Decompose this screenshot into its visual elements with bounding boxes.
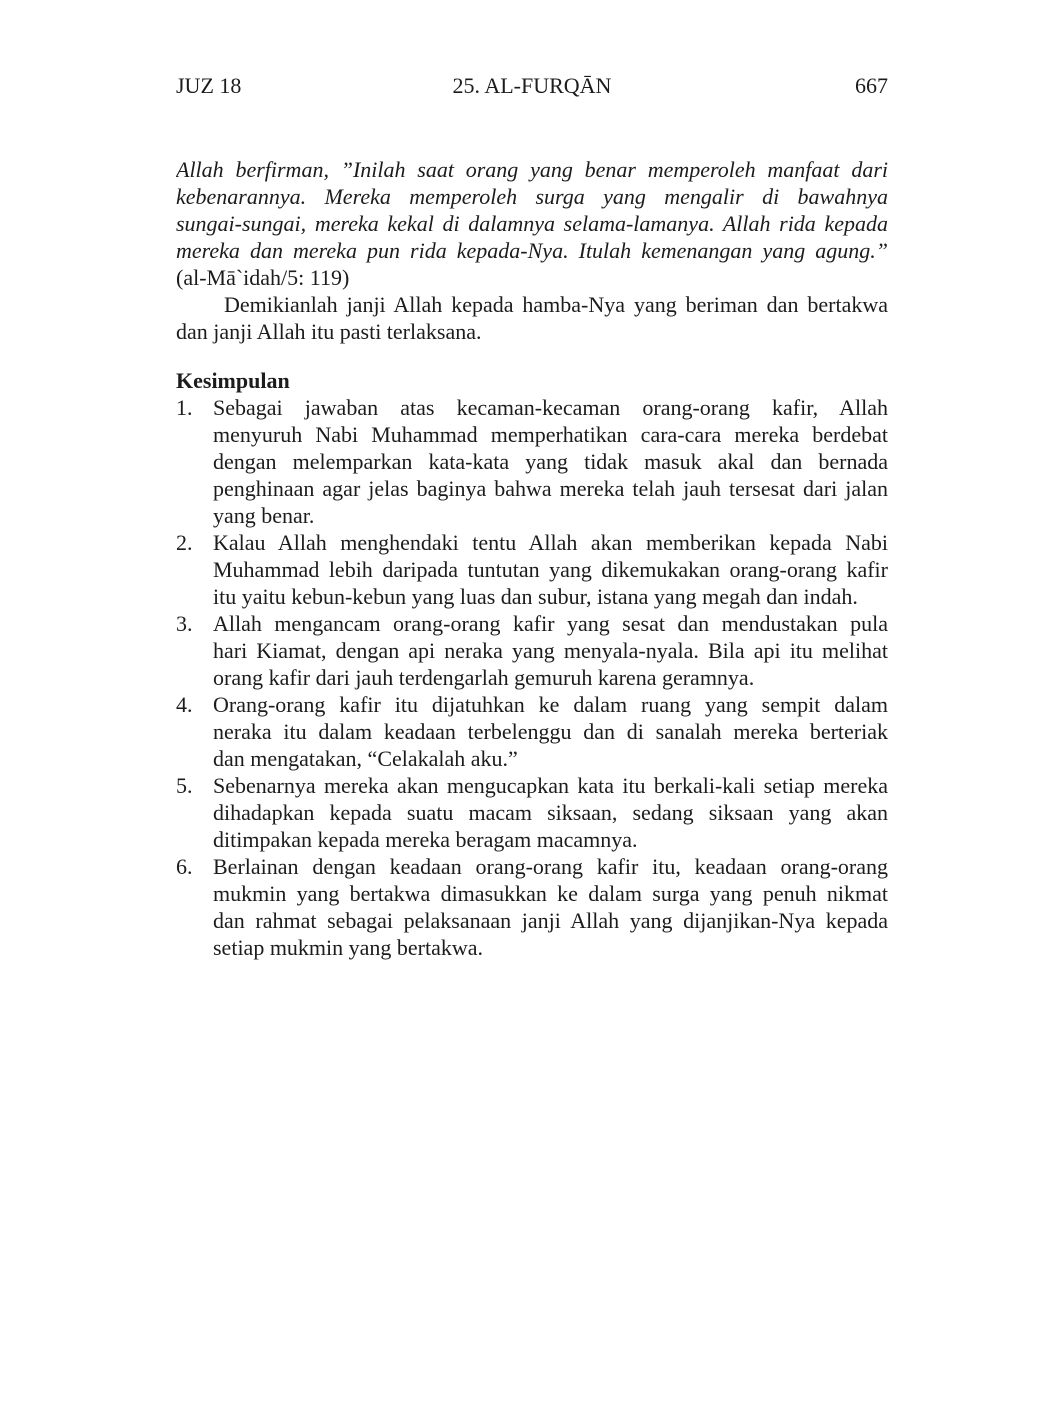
text-line: dan rahmat sebagai pelaksanaan janji Allah yang dijanjikan-Nya kepada <box>213 908 888 933</box>
text-line: Kalau Allah menghendaki tentu Allah akan memberikan kepada Nabi <box>213 530 888 555</box>
item-number: 4. <box>176 692 193 717</box>
kesimpulan-list <box>176 394 888 961</box>
text-line: Orang-orang kafir itu dijatuhkan ke dalam ruang yang sempit dalam <box>213 692 888 717</box>
juz-label: JUZ 18 <box>176 73 242 98</box>
kesimpulan-item <box>176 853 888 961</box>
item-text <box>213 394 888 529</box>
page-header <box>176 72 888 99</box>
text-line: Sebagai jawaban atas kecaman-kecaman orang-orang kafir, Allah <box>213 395 888 420</box>
quran-quote-paragraph <box>176 156 888 264</box>
text-line: Allah berfirman, ”Inilah saat orang yang benar memperoleh manfaat dari <box>176 157 888 182</box>
text-line: Sebenarnya mereka akan mengucapkan kata itu berkali-kali setiap mereka <box>213 773 888 798</box>
kesimpulan-item <box>176 529 888 610</box>
page-number: 667 <box>854 73 888 98</box>
text-line: dengan melemparkan kata-kata yang tidak masuk akal dan bernada <box>213 449 888 474</box>
verse-citation: (al-Mā`idah/5: 119) <box>176 265 350 290</box>
text-line: dan janji Allah itu pasti terlaksana. <box>176 319 482 344</box>
text-line: mukmin yang bertakwa dimasukkan ke dalam surga yang penuh nikmat <box>213 881 888 906</box>
text-line: ditimpakan kepada mereka beragam macamnya. <box>213 827 638 852</box>
text-line: dihadapkan kepada suatu macam siksaan, sedang siksaan yang akan <box>213 800 888 825</box>
kesimpulan-item <box>176 610 888 691</box>
text-line: itu yaitu kebun-kebun yang luas dan subur, istana yang megah dan indah. <box>213 584 858 609</box>
text-line: Allah mengancam orang-orang kafir yang sesat dan mendustakan pula <box>213 611 888 636</box>
text-line: orang kafir dari jauh terdengarlah gemuruh karena geramnya. <box>213 665 755 690</box>
kesimpulan-item <box>176 772 888 853</box>
item-text <box>213 691 888 772</box>
text-line: neraka itu dalam keadaan terbelenggu dan di sanalah mereka berteriak <box>213 719 888 744</box>
kesimpulan-item <box>176 691 888 772</box>
page-content <box>176 156 888 961</box>
surah-title: 25. AL-FURQĀN <box>452 73 612 98</box>
item-number: 2. <box>176 530 193 555</box>
text-line: kebenarannya. Mereka memperoleh surga yang mengalir di bawahnya <box>176 184 888 209</box>
item-text <box>213 772 888 853</box>
kesimpulan-item <box>176 394 888 529</box>
item-text <box>213 853 888 961</box>
item-text <box>213 529 888 610</box>
kesimpulan-heading: Kesimpulan <box>176 368 290 393</box>
text-line: Berlainan dengan keadaan orang-orang kafir itu, keadaan orang-orang <box>213 854 888 879</box>
text-line: mereka dan mereka pun rida kepada-Nya. Itulah kemenangan yang agung.” <box>176 238 888 263</box>
text-line: penghinaan agar jelas baginya bahwa mereka telah jauh tersesat dari jalan <box>213 476 888 501</box>
item-number: 6. <box>176 854 193 879</box>
item-text <box>213 610 888 691</box>
text-line: sungai-sungai, mereka kekal di dalamnya selama-lamanya. Allah rida kepada <box>176 211 888 236</box>
text-line: setiap mukmin yang bertakwa. <box>213 935 484 960</box>
item-number: 3. <box>176 611 193 636</box>
item-number: 5. <box>176 773 193 798</box>
text-line: dan mengatakan, “Celakalah aku.” <box>213 746 518 771</box>
text-line: Muhammad lebih daripada tuntutan yang dikemukakan orang-orang kafir <box>213 557 888 582</box>
text-line: yang benar. <box>213 503 315 528</box>
text-line: hari Kiamat, dengan api neraka yang menyala-nyala. Bila api itu melihat <box>213 638 888 663</box>
text-line: Demikianlah janji Allah kepada hamba-Nya yang beriman dan bertakwa <box>224 292 888 317</box>
commentary-paragraph <box>176 291 888 345</box>
text-line: menyuruh Nabi Muhammad memperhatikan cara-cara mereka berdebat <box>213 422 888 447</box>
item-number: 1. <box>176 395 193 420</box>
